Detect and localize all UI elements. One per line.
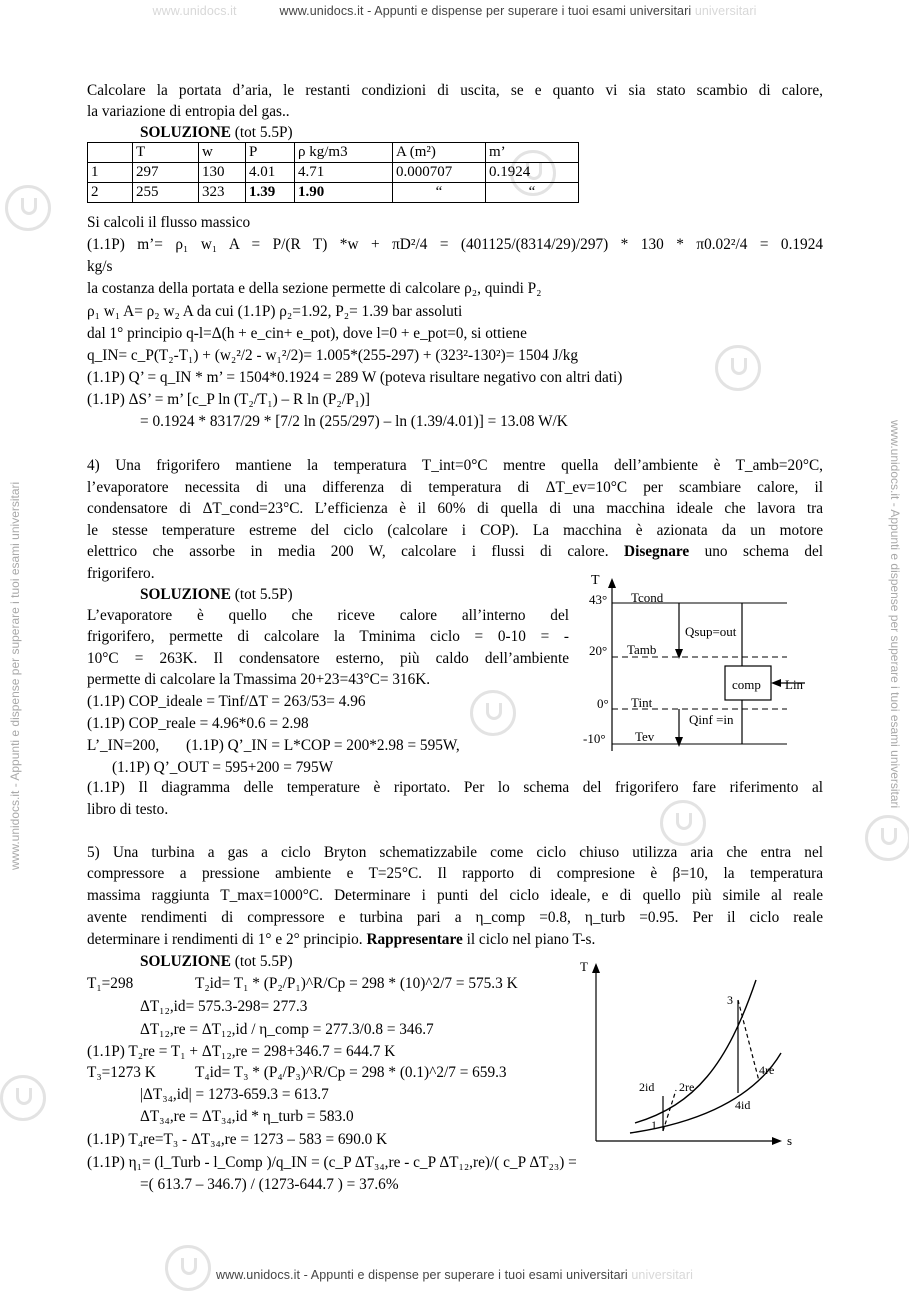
x-axis-arrow-icon xyxy=(772,1137,782,1145)
table-cell: 1 xyxy=(88,163,133,183)
point-label: 1 xyxy=(651,1118,657,1132)
table-cell: 323 xyxy=(199,183,246,203)
tick-label: -10° xyxy=(583,731,606,746)
table-cell: “ xyxy=(486,183,579,203)
text-line xyxy=(87,541,823,562)
formula-line: ΔT₁₂,id= 575.3-298= 277.3 xyxy=(140,998,308,1015)
formula-line: T₃=1273 K xyxy=(87,1064,156,1081)
table-header-row xyxy=(88,143,579,163)
arrow-left-icon xyxy=(771,679,781,687)
formula-line: ΔT₁₂,re = ΔT₁₂,id / η_comp = 277.3/0.8 = 346.7 xyxy=(140,1021,434,1038)
formula-line: (1.1P) Q’ = q_IN * m’ = 1504*0.1924 = 289 W (poteva risultare negativo con altri dati) xyxy=(87,369,623,386)
table-row xyxy=(88,163,579,183)
watermark-logo xyxy=(865,815,909,861)
table-header-cell: T xyxy=(133,143,199,163)
header-link[interactable]: www.unidocs.it - Appunti e dispense per superare i tuoi esami universitari xyxy=(279,4,692,18)
table-header-cell: ρ kg/m3 xyxy=(295,143,393,163)
formula-line: (1.1P) ΔS’ = m’ [c_P ln (T₂/T₁) – R ln (P₂/P₁)] xyxy=(87,391,370,408)
side-text-right: www.unidocs.it - Appunti e dispense per superare i tuoi esami universitari xyxy=(888,420,902,809)
level-label: Tcond xyxy=(631,590,664,605)
table-cell: 4.71 xyxy=(295,163,393,183)
heat-in-label: Qinf =in xyxy=(689,712,734,727)
table-header-cell xyxy=(88,143,133,163)
text-line: massima raggiunta T_max=1000°C. Determinare i punti del ciclo ideale, e di quello più simile al reale xyxy=(87,887,823,904)
solution-points: (tot 5.5P) xyxy=(234,586,293,603)
formula-line: (1.1P) COP_ideale = Tinf/ΔT = 263/53= 4.96 xyxy=(87,693,366,710)
watermark-logo xyxy=(165,1245,211,1291)
header-ghost-right: universitari xyxy=(694,4,757,18)
formula-line: L’_IN=200, (1.1P) Q’_IN = L*COP = 200*2.98 = 595W, xyxy=(87,737,460,754)
formula-line: (1.1P) T₄re=T₃ - ΔT₃₄,re = 1273 – 583 = 690.0 K xyxy=(87,1131,388,1148)
y-axis-arrow-icon xyxy=(592,963,600,973)
text-span: determinare i rendimenti di 1° e 2° principio. xyxy=(87,931,363,948)
watermark-logo xyxy=(5,185,51,231)
intro-line: Calcolare la portata d’aria, le restanti condizioni di uscita, se e quanto vi sia stato scambio di calore, xyxy=(87,82,823,99)
heat-out-label: Qsup=out xyxy=(685,624,737,639)
arrow-down-icon xyxy=(675,737,683,747)
solution-points: (tot 5.5P) xyxy=(234,953,293,970)
formula-line: T₂id= T₁ * (P₂/P₁)^R/Cp = 298 * (10)^2/7 = 575.3 K xyxy=(195,975,518,992)
text-line: ρ₁ w₁ A= ρ₂ w₂ A da cui (1.1P) ρ₂=1.92, P₂= 1.39 bar assoluti xyxy=(87,303,463,320)
text-line: condensatore di ΔT_cond=23°C. L’efficienza è il 60% di quella di una macchina ideale che lavora tra xyxy=(87,500,823,517)
solution-title: SOLUZIONE xyxy=(140,124,231,141)
formula-line: |ΔT₃₄,id| = 1273-659.3 = 613.7 xyxy=(140,1086,329,1103)
ts-diagram xyxy=(575,955,805,1150)
table-header-cell: w xyxy=(199,143,246,163)
table-cell: 4.01 xyxy=(246,163,295,183)
solution-title: SOLUZIONE xyxy=(140,586,231,603)
y-axis-arrow-icon xyxy=(608,578,616,588)
text-line: 4) Una frigorifero mantiene la temperatura T_int=0°C mentre quella dell’ambiente è T_amb=20°C, xyxy=(87,457,823,474)
text-line: 5) Una turbina a gas a ciclo Bryton schematizzabile come ciclo chiuso utilizza aria che entra nel xyxy=(87,844,823,861)
text-line: frigorifero. xyxy=(87,565,155,582)
footer-link[interactable]: www.unidocs.it - Appunti e dispense per superare i tuoi esami universitari xyxy=(216,1268,628,1282)
work-in-label: Lin xyxy=(785,677,804,692)
text-line: avente rendimenti di compressore e turbina pari a η_comp =0.8, η_turb =0.95. Per il ciclo reale xyxy=(87,909,823,926)
bold-word: Disegnare xyxy=(624,543,690,560)
text-line: 10°C = 263K. Il condensatore esterno, più caldo dell’ambiente xyxy=(87,650,569,667)
table-cell: 1.39 xyxy=(246,183,295,203)
formula-line: q_IN= c_P(T₂-T₁) + (w₂²/2 - w₁²/2)= 1.005*(255-297) + (323²-130²)= 1504 J/kg xyxy=(87,347,579,364)
text-line: dal 1° principio q-l=Δ(h + e_cin+ e_pot), dove l=0 + e_pot=0, si ottiene xyxy=(87,325,527,342)
table-header-cell: P xyxy=(246,143,295,163)
formula-line: T₁=298 xyxy=(87,975,134,992)
text-line: kg/s xyxy=(87,258,113,275)
intro-line: la variazione di entropia del gas.. xyxy=(87,103,290,120)
formula-line: T₄id= T₃ * (P₄/P₃)^R/Cp = 298 * (0.1)^2/7 = 659.3 xyxy=(195,1064,507,1081)
table-cell: 0.1924 xyxy=(486,163,579,183)
text-span: il ciclo nel piano T-s. xyxy=(466,931,596,948)
page-footer xyxy=(0,1268,909,1282)
formula-line: (1.1P) m’= ρ₁ w₁ A = P/(R T) *w + πD²/4 = (401125/(8314/29)/297) * 130 * π0.02²/4 = 0.1924 xyxy=(87,236,823,253)
tick-label: 43° xyxy=(589,592,608,607)
text-line: frigorifero, permette di calcolare la Tminima ciclo = 0-10 = - xyxy=(87,628,569,645)
table-cell: 255 xyxy=(133,183,199,203)
watermark-logo xyxy=(0,1075,46,1121)
axis-label-T: T xyxy=(591,573,600,588)
point-label: 2id xyxy=(639,1080,655,1094)
level-label: Tint xyxy=(631,695,653,710)
tick-label: 20° xyxy=(589,643,608,658)
footer-ghost-right: universitari xyxy=(631,1268,693,1282)
text-line: permette di calcolare la Tmassima 20+23=43°C= 316K. xyxy=(87,671,431,688)
text-line: le stesse temperature estreme del ciclo (calcolare i COP). La macchina è azionata da un motore xyxy=(87,522,823,539)
text-span: uno schema del xyxy=(704,543,824,560)
text-line: L’evaporatore è quello che riceve calore all’interno del xyxy=(87,607,569,624)
point-label: 4re xyxy=(759,1063,775,1077)
header-ghost-left: www.unidocs.it xyxy=(152,4,237,18)
table-cell: 297 xyxy=(133,163,199,183)
level-label: Tev xyxy=(635,729,655,744)
real-expansion-line xyxy=(738,1000,759,1081)
formula-line: (1.1P) COP_reale = 4.96*0.6 = 2.98 xyxy=(87,715,309,732)
formula-line: (1.1P) Q’_OUT = 595+200 = 795W xyxy=(112,759,334,776)
axis-label-s: s xyxy=(787,1133,793,1148)
table-cell: 2 xyxy=(88,183,133,203)
point-label: 2re xyxy=(679,1080,695,1094)
text-line: l’evaporatore necessita di una differenza di temperatura di ΔT_ev=10°C per scambiare calore, il xyxy=(87,479,823,496)
formula-line: (1.1P) T₂re = T₁ + ΔT₁₂,re = 298+346.7 = 644.7 K xyxy=(87,1043,396,1060)
table-cell: “ xyxy=(393,183,486,203)
side-text-left: www.unidocs.it - Appunti e dispense per superare i tuoi esami universitari xyxy=(8,481,22,870)
formula-line: =( 613.7 – 346.7) / (1273-644.7 ) = 37.6% xyxy=(140,1176,399,1193)
table-cell: 0.000707 xyxy=(393,163,486,183)
text-line: la costanza della portata e della sezione permette di calcolare ρ₂, quindi P₂ xyxy=(87,280,542,297)
point-label: 3 xyxy=(727,993,733,1007)
formula-line: ΔT₃₄,re = ΔT₃₄,id * η_turb = 583.0 xyxy=(140,1108,354,1125)
page-header xyxy=(0,4,909,18)
data-table xyxy=(87,142,579,203)
solution-points: (tot 5.5P) xyxy=(234,124,293,141)
solution-heading xyxy=(140,122,876,143)
tick-label: 0° xyxy=(597,696,609,711)
table-row xyxy=(88,183,579,203)
text-line: (1.1P) Il diagramma delle temperature è riportato. Per lo schema del frigorifero fare riferimento al xyxy=(87,779,823,796)
text-line: Si calcoli il flusso massico xyxy=(87,214,251,231)
text-line: libro di testo. xyxy=(87,801,169,818)
formula-line: = 0.1924 * 8317/29 * [7/2 ln (255/297) – ln (1.39/4.01)] = 13.08 W/K xyxy=(140,413,568,430)
formula-line: (1.1P) η₁= (l_Turb - l_Comp )/q_IN = (c_P ΔT₃₄,re - c_P ΔT₁₂,re)/( c_P ΔT₂₃) = xyxy=(87,1154,577,1171)
table-header-cell: A (m²) xyxy=(393,143,486,163)
solution-title: SOLUZIONE xyxy=(140,953,231,970)
fridge-temperature-diagram xyxy=(575,568,825,758)
point-label: 4id xyxy=(735,1098,751,1112)
text-span: elettrico che assorbe in media 200 W, calcolare i flussi di calore. xyxy=(87,543,609,560)
text-line xyxy=(87,929,823,950)
compressor-label: comp xyxy=(732,677,761,692)
level-label: Tamb xyxy=(627,642,657,657)
axis-label-T: T xyxy=(580,959,588,974)
table-cell: 130 xyxy=(199,163,246,183)
text-line: compressore a pressione ambiente e T=25°C. Il rapporto di compresione è β=10, la temperatura xyxy=(87,865,823,882)
table-header-cell: m’ xyxy=(486,143,579,163)
bold-word: Rappresentare xyxy=(366,931,463,948)
table-cell: 1.90 xyxy=(295,183,393,203)
